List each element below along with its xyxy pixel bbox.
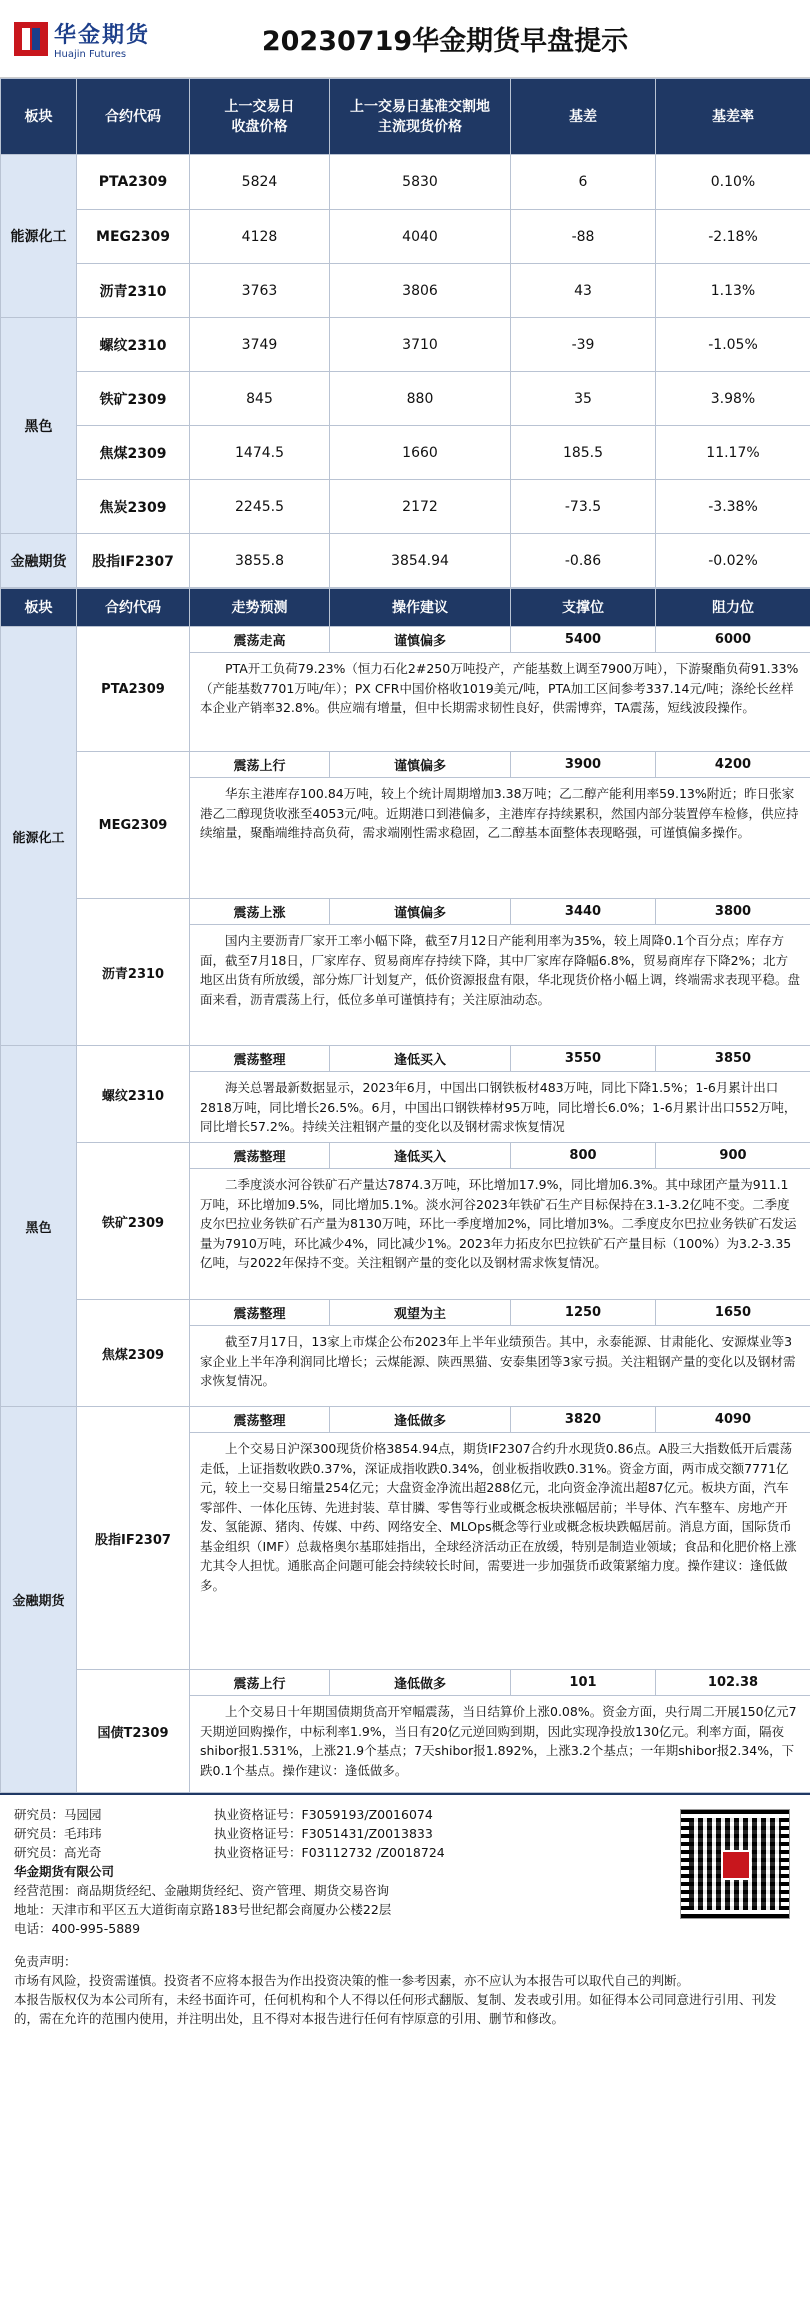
researcher-line xyxy=(14,1805,796,1824)
strategy-header-4: 支撑位 xyxy=(511,589,656,627)
basis-header-4: 基差 xyxy=(511,79,656,155)
logo-mark-icon xyxy=(14,22,48,56)
contract-code: MEG2309 xyxy=(77,752,190,899)
basis-value: -88 xyxy=(511,210,656,264)
basis-header-2: 上一交易日 收盘价格 xyxy=(190,79,330,155)
basis-value: 1474.5 xyxy=(190,426,330,480)
contract-code: 沥青2310 xyxy=(77,264,190,318)
basis-value: 11.17% xyxy=(656,426,810,480)
contract-code: PTA2309 xyxy=(77,627,190,752)
qr-code-icon xyxy=(680,1809,790,1919)
researcher-name: 研究员：高光奇 xyxy=(14,1845,102,1860)
strategy-row xyxy=(1,752,810,778)
researcher-line xyxy=(14,1824,796,1843)
advice-value: 谨慎偏多 xyxy=(330,627,511,653)
resistance-value: 4200 xyxy=(656,752,810,778)
sector-cell: 能源化工 xyxy=(1,627,77,1046)
trend-value: 震荡上涨 xyxy=(190,899,330,925)
basis-row xyxy=(1,155,810,210)
basis-table xyxy=(0,78,810,588)
contract-code: 螺纹2310 xyxy=(77,1046,190,1143)
page-title: 20230719华金期货早盘提示 xyxy=(261,26,629,57)
trend-value: 震荡整理 xyxy=(190,1300,330,1326)
trend-value: 震荡整理 xyxy=(190,1046,330,1072)
strategy-row xyxy=(1,1670,810,1696)
advice-value: 逢低买入 xyxy=(330,1143,511,1169)
basis-value: 0.10% xyxy=(656,155,810,210)
basis-value: -0.86 xyxy=(511,534,656,588)
analysis-text: 国内主要沥青厂家开工率小幅下降，截至7月12日产能利用率为35%，较上周降0.1个百分点；库存方面，截至7月18日，厂家库存、贸易商库存持续下降，其中厂家库存降幅6.8%，贸易商库存下降2%；北方地区出货有所放缓，部分炼厂计划复产，低价资源报盘有限，华北现货价格小幅上调，终端需求表现平稳。盘面来看，沥青震荡上行，低位多单可谨慎持有；关注原油动态。 xyxy=(200,933,801,1007)
sector-cell: 金融期货 xyxy=(1,1407,77,1793)
contract-code: 铁矿2309 xyxy=(77,1143,190,1300)
analysis-text: 上个交易日沪深300现货价格3854.94点，期货IF2307合约升水现货0.86点。A股三大指数低开后震荡走低，上证指数收跌0.37%，深证成指收跌0.34%，创业板指收跌0.31%。资金方面，两市成交额7771亿元，较上一交易日缩量254亿元；大盘资金净流出超288亿元，北向资金净流出超87亿元。板块方面，汽车零部件、一体化压铸、先进封装、草甘膦、零售等行业或概念板块涨幅居前；半导体、汽车整车、房地产开发、氢能源、猪肉、传媒、中药、网络安全、MLOps概念等行业或概念板块跌幅居前。消息方面，国际货币基金组织（IMF）总裁格奥尔基耶娃指出，全球经济活动正在放缓，特别是制造业领域；食品和化肥价格上涨尤其令人担忧。通胀高企问题可能会持续较长时间，需要进一步加强货币政策紧缩力度。操作建议：逢低做多。 xyxy=(200,1441,797,1593)
basis-value: -39 xyxy=(511,318,656,372)
basis-value: 3854.94 xyxy=(330,534,511,588)
sector-cell: 黑色 xyxy=(1,318,77,534)
sector-cell: 金融期货 xyxy=(1,534,77,588)
researcher-name: 研究员：马园园 xyxy=(14,1807,102,1822)
researcher-name: 研究员：毛玮玮 xyxy=(14,1826,102,1841)
resistance-value: 6000 xyxy=(656,627,810,653)
basis-value: 3855.8 xyxy=(190,534,330,588)
basis-header-3: 上一交易日基准交割地 主流现货价格 xyxy=(330,79,511,155)
contract-code: PTA2309 xyxy=(77,155,190,210)
basis-value: -73.5 xyxy=(511,480,656,534)
support-value: 3440 xyxy=(511,899,656,925)
basis-value: 6 xyxy=(511,155,656,210)
basis-value: 3.98% xyxy=(656,372,810,426)
advice-value: 谨慎偏多 xyxy=(330,899,511,925)
basis-value: -2.18% xyxy=(656,210,810,264)
company-name: 华金期货有限公司 xyxy=(14,1864,115,1879)
advice-value: 观望为主 xyxy=(330,1300,511,1326)
trend-value: 震荡上行 xyxy=(190,752,330,778)
advice-value: 逢低做多 xyxy=(330,1670,511,1696)
strategy-header-1: 合约代码 xyxy=(77,589,190,627)
strategy-header-3: 操作建议 xyxy=(330,589,511,627)
strategy-row xyxy=(1,1143,810,1169)
basis-value: -3.38% xyxy=(656,480,810,534)
contract-code: 焦煤2309 xyxy=(77,1300,190,1407)
advice-value: 谨慎偏多 xyxy=(330,752,511,778)
contract-code: 股指IF2307 xyxy=(77,534,190,588)
disclaimer-title: 免责声明： xyxy=(14,1954,77,1969)
contract-code: 国债T2309 xyxy=(77,1670,190,1793)
contract-code: MEG2309 xyxy=(77,210,190,264)
contract-code: 沥青2310 xyxy=(77,899,190,1046)
resistance-value: 900 xyxy=(656,1143,810,1169)
researcher-cert: 执业资格证号：F03112732 /Z0018724 xyxy=(214,1845,445,1860)
basis-value: 3710 xyxy=(330,318,511,372)
contract-code: 焦炭2309 xyxy=(77,480,190,534)
researcher-line xyxy=(14,1843,796,1862)
analysis-cell xyxy=(190,1072,810,1143)
strategy-row xyxy=(1,899,810,925)
trend-value: 震荡走高 xyxy=(190,627,330,653)
analysis-cell xyxy=(190,1433,810,1670)
basis-value: 2245.5 xyxy=(190,480,330,534)
basis-header-5: 基差率 xyxy=(656,79,810,155)
support-value: 3900 xyxy=(511,752,656,778)
basis-row xyxy=(1,426,810,480)
analysis-cell xyxy=(190,778,810,899)
strategy-row xyxy=(1,1407,810,1433)
trend-value: 震荡整理 xyxy=(190,1143,330,1169)
researcher-cert: 执业资格证号：F3051431/Z0013833 xyxy=(214,1826,433,1841)
basis-row xyxy=(1,318,810,372)
strategy-table xyxy=(0,588,810,1793)
basis-value: 880 xyxy=(330,372,511,426)
basis-value: 1.13% xyxy=(656,264,810,318)
resistance-value: 4090 xyxy=(656,1407,810,1433)
analysis-text: 海关总署最新数据显示，2023年6月，中国出口钢铁板材483万吨，同比下降1.5%；1-6月累计出口2818万吨，同比增长26.5%。6月，中国出口钢铁棒材95万吨，同比增长6.0%；1-6月累计出口552万吨，同比增长57.2%。持续关注粗钢产量的变化以及钢材需求恢复情况 xyxy=(200,1080,797,1134)
resistance-value: 3850 xyxy=(656,1046,810,1072)
basis-row xyxy=(1,480,810,534)
sector-cell: 黑色 xyxy=(1,1046,77,1407)
sector-cell: 能源化工 xyxy=(1,155,77,318)
strategy-header-5: 阻力位 xyxy=(656,589,810,627)
advice-value: 逢低买入 xyxy=(330,1046,511,1072)
basis-header-0: 板块 xyxy=(1,79,77,155)
basis-value: 5824 xyxy=(190,155,330,210)
basis-row xyxy=(1,372,810,426)
basis-value: 185.5 xyxy=(511,426,656,480)
basis-value: 1660 xyxy=(330,426,511,480)
contract-code: 股指IF2307 xyxy=(77,1407,190,1670)
logo-name-cn: 华金期货 xyxy=(54,22,151,48)
basis-value: 3749 xyxy=(190,318,330,372)
basis-value: 35 xyxy=(511,372,656,426)
disclaimer xyxy=(0,1938,810,2028)
contract-code: 螺纹2310 xyxy=(77,318,190,372)
company-address: 地址：天津市和平区五大道街南京路183号世纪都会商厦办公楼22层 xyxy=(14,1902,392,1917)
support-value: 800 xyxy=(511,1143,656,1169)
resistance-value: 1650 xyxy=(656,1300,810,1326)
analysis-text: PTA开工负荷79.23%（恒力石化2#250万吨投产，产能基数上调至7900万吨），下游聚酯负荷91.33%（产能基数7701万吨/年）；PX CFR中国价格收1019美元/吨，PTA加工区间参考337.14元/吨；涤纶长丝样本企业产销率32.8%。供应端有增量，但中长期需求韧性良好，供需博弈，TA震荡，短线波段操作。 xyxy=(200,661,799,715)
trend-value: 震荡上行 xyxy=(190,1670,330,1696)
company-logo xyxy=(0,18,200,60)
analysis-text: 上个交易日十年期国债期货高开窄幅震荡，当日结算价上涨0.08%。资金方面，央行周二开展150亿元7天期逆回购操作，中标利率1.9%，当日有20亿元逆回购到期，因此实现净投放130亿元。利率方面，隔夜shibor报1.531%，上涨21.9个基点；7天shibor报1.892%，上涨3.2个基点；一年期shibor报2.34%，下跌0.1个基点。操作建议：逢低做多。 xyxy=(200,1704,797,1778)
basis-row xyxy=(1,264,810,318)
basis-value: 4128 xyxy=(190,210,330,264)
business-scope: 经营范围：商品期货经纪、金融期货经纪、资产管理、期货交易咨询 xyxy=(14,1883,390,1898)
strategy-row xyxy=(1,1046,810,1072)
analysis-cell xyxy=(190,1696,810,1793)
basis-value: 3763 xyxy=(190,264,330,318)
basis-value: 2172 xyxy=(330,480,511,534)
resistance-value: 102.38 xyxy=(656,1670,810,1696)
analysis-cell xyxy=(190,1326,810,1407)
basis-value: -0.02% xyxy=(656,534,810,588)
logo-name-en: Huajin Futures xyxy=(54,48,127,60)
basis-value: 845 xyxy=(190,372,330,426)
basis-header-1: 合约代码 xyxy=(77,79,190,155)
strategy-row xyxy=(1,1300,810,1326)
analysis-cell xyxy=(190,1169,810,1300)
contract-code: 焦煤2309 xyxy=(77,426,190,480)
basis-value: -1.05% xyxy=(656,318,810,372)
researcher-cert: 执业资格证号：F3059193/Z0016074 xyxy=(214,1807,433,1822)
analysis-text: 二季度淡水河谷铁矿石产量达7874.3万吨，环比增加17.9%，同比增加6.3%。其中球团产量为911.1万吨，环比增加9.5%，同比增加5.1%。淡水河谷2023年铁矿石生产目标保持在3.1-3.2亿吨不变。二季度皮尔巴拉业务铁矿石产量为8130万吨，环比一季度增加2%，同比增加3%。二季度皮尔巴拉业务铁矿石发运量为7910万吨，环比减少4%，同比减少1%。2023年力拓皮尔巴拉铁矿石产量目标（100%）为3.2-3.35亿吨，与2022年保持不变。关注粗钢产量的变化以及钢材需求恢复情况。 xyxy=(200,1177,797,1270)
support-value: 3820 xyxy=(511,1407,656,1433)
strategy-header-0: 板块 xyxy=(1,589,77,627)
contract-code: 铁矿2309 xyxy=(77,372,190,426)
support-value: 3550 xyxy=(511,1046,656,1072)
disclaimer-text-1: 市场有风险，投资需谨慎。投资者不应将本报告为作出投资决策的惟一参考因素，亦不应认为本报告可以取代自己的判断。 xyxy=(14,1973,690,1988)
support-value: 1250 xyxy=(511,1300,656,1326)
strategy-header-2: 走势预测 xyxy=(190,589,330,627)
analysis-cell xyxy=(190,653,810,752)
report-header xyxy=(0,0,810,78)
report-footer xyxy=(0,1793,810,1938)
company-phone: 电话：400-995-5889 xyxy=(14,1921,141,1936)
support-value: 101 xyxy=(511,1670,656,1696)
basis-value: 3806 xyxy=(330,264,511,318)
basis-row xyxy=(1,210,810,264)
advice-value: 逢低做多 xyxy=(330,1407,511,1433)
analysis-cell xyxy=(190,925,810,1046)
analysis-text: 华东主港库存100.84万吨，较上个统计周期增加3.38万吨；乙二醇产能利用率59.13%附近；昨日张家港乙二醇现货收涨至4053元/吨。近期港口到港偏多，主港库存持续累积，然国内部分装置停车检修，供应持续缩量，聚酯端维持高负荷，需求端刚性需求稳固，乙二醇基本面整体表现略强，可谨慎偏多操作。 xyxy=(200,786,799,840)
basis-value: 4040 xyxy=(330,210,511,264)
analysis-text: 截至7月17日，13家上市煤企公布2023年上半年业绩预告。其中，永泰能源、甘肃能化、安源煤业等3家企业上半年净利润同比增长；云煤能源、陕西黑猫、安泰集团等3家亏损。关注粗钢产量的变化以及钢材需求恢复情况。 xyxy=(200,1334,796,1388)
resistance-value: 3800 xyxy=(656,899,810,925)
support-value: 5400 xyxy=(511,627,656,653)
strategy-row xyxy=(1,627,810,653)
basis-row xyxy=(1,534,810,588)
basis-value: 5830 xyxy=(330,155,511,210)
trend-value: 震荡整理 xyxy=(190,1407,330,1433)
basis-value: 43 xyxy=(511,264,656,318)
disclaimer-text-2: 本报告版权仅为本公司所有，未经书面许可，任何机构和个人不得以任何形式翻版、复制、发表或引用。如征得本公司同意进行引用、刊发的，需在允许的范围内使用，并注明出处，且不得对本报告进行任何有悖原意的引用、删节和修改。 xyxy=(14,1992,777,2026)
